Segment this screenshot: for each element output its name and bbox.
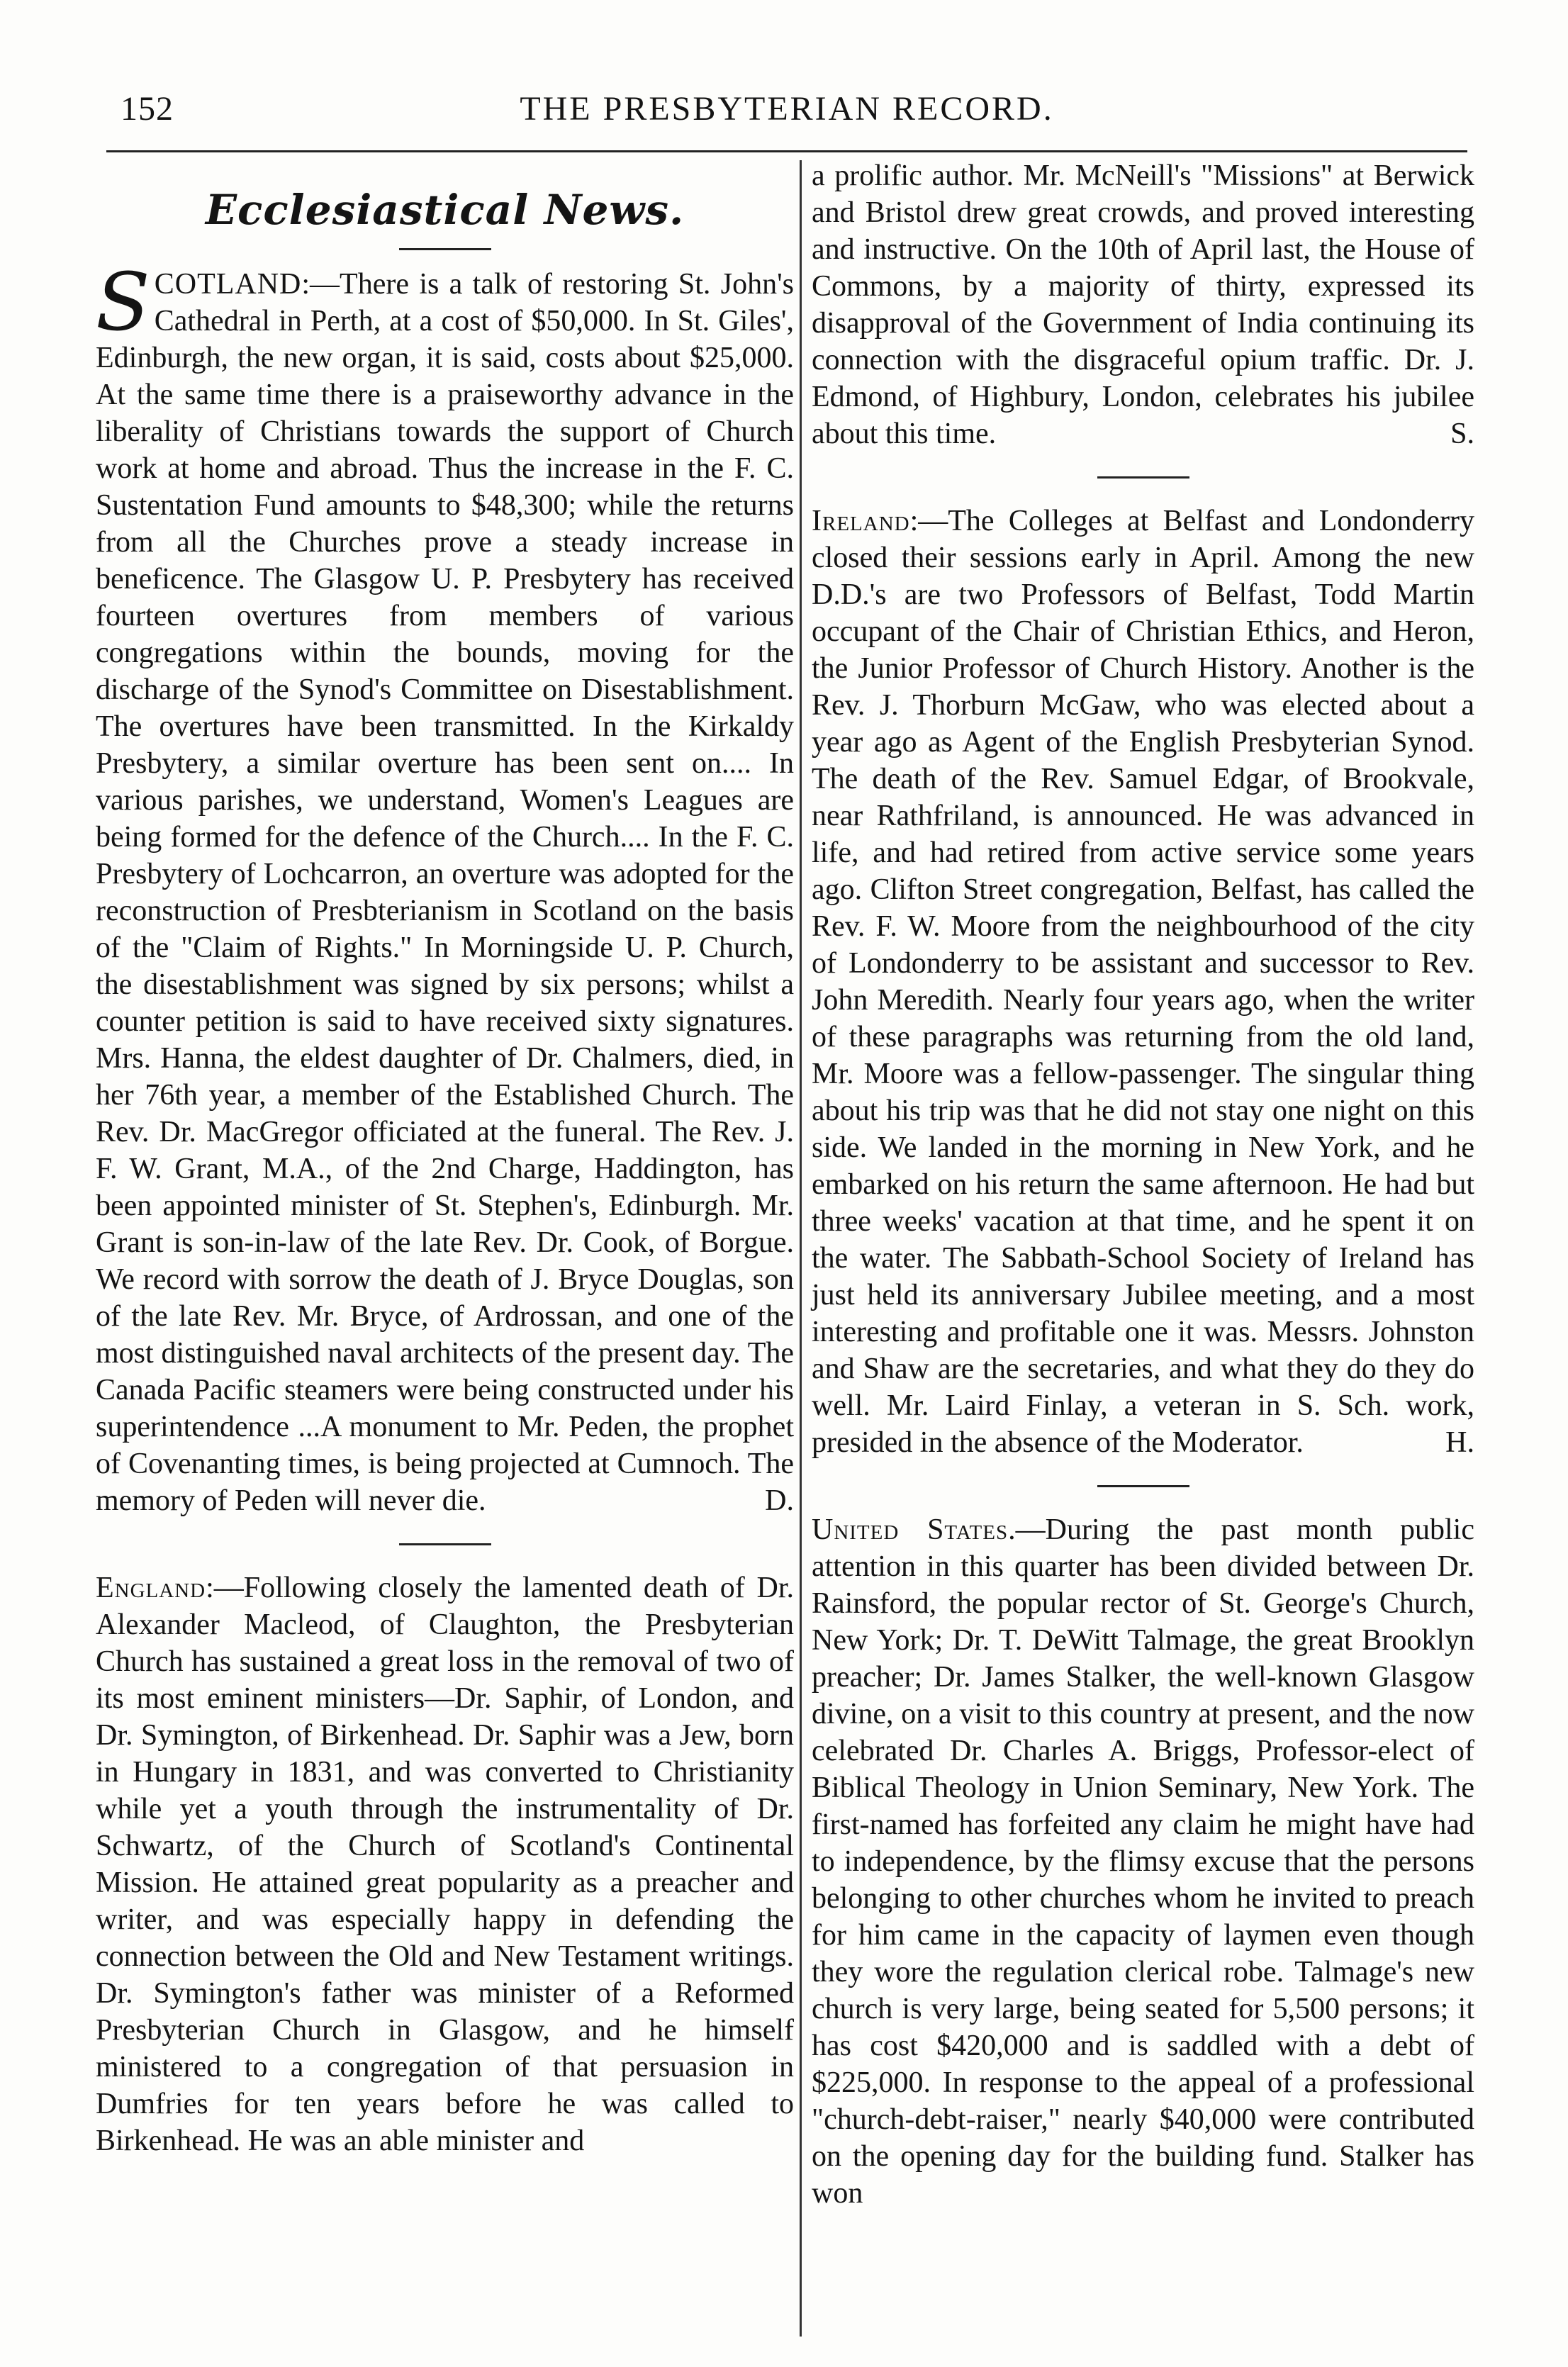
article-body-united-states: .—During the past month public attention in this quarter has been divided between Dr. Rainsford, the popular rector of St. George's Church, New York; Dr. T. DeWitt Talmage, the great Brooklyn preacher; Dr. James Stalker, the well-known Glasgow divine, on a visit to this country at present, and the now celebrated Dr. Charles A. Briggs, Professor-elect of Biblical Theology in Union Seminary, New York. The first-named has forfeited any claim he might have had to independence, by the flimsy excuse that the persons belonging to other churches whom he invited to preach for him came in the capacity of laymen even though they wore the regulation clerical robe. Talmage's new church is very large, being seated for 5,500 persons; it has cost $420,000 and is saddled with a debt of $225,000. In response to the appeal of a professional "church-debt-raiser," nearly $40,000 were contributed on the opening day for the building fund. Stalker has won [812,1513,1474,2210]
article-lead-ireland: Ireland [812,505,910,537]
header-rule [106,150,1467,152]
section-rule [399,1543,491,1545]
article-england-continued [812,157,1474,452]
article-body-ireland: :—The Colleges at Belfast and Londonderry closed their sessions early in April. Among the new D.D.'s are two Professors of Belfast, Todd Martin occupant of the Chair of Christian Ethics, and Heron, the Junior Professor of Church History. Another is the Rev. J. Thorburn McGaw, who was elected about a year ago as Agent of the English Presbyterian Synod. The death of the Rev. Samuel Edgar, of Brookvale, near Rathfriland, is announced. He was advanced in life, and had retired from active service some years ago. Clifton Street congregation, Belfast, has called the Rev. F. W. Moore from the neighbourhood of the city of Londonderry to be assistant and successor to Rev. John Meredith. Nearly four years ago, when the writer of these paragraphs was returning from the old land, Mr. Moore was a fellow-passenger. The singular thing about his trip was that he did not stay one night on this side. We landed in the morning in New York, and he embarked on his return the same afternoon. He had but three weeks' vacation at that time, and he spent it on the water. The Sabbath-School Society of Ireland has just held its anniversary Jubilee meeting, and a most interesting and profitable one it was. Messrs. Johnston and Shaw are the secretaries, and what they do they do well. Mr. Laird Finlay, a veteran in S. Sch. work, presided in the absence of the Moderator. [812,505,1474,1459]
article-scotland [96,257,794,1519]
article-body-scotland: :—There is a talk of restoring St. John's Cathedral in Perth, at a cost of $50,000. In St. Giles', Edinburgh, the new organ, it is said, costs about $25,000. At the same time there is a praiseworthy advance in the liberality of Christians towards the support of Church work at home and abroad. Thus the increase in the F. C. Sustentation Fund amounts to $48,300; while the returns from all the Churches prove a steady increase in beneficence. The Glasgow U. P. Presbytery has received fourteen overtures from members of various congregations within the bounds, moving for the discharge of the Synod's Committee on Disestablishment. The overtures have been transmitted. In the Kirkaldy Presbytery, a similar overture has been sent on.... In various parishes, we understand, Women's Leagues are being formed for the defence of the Church.... In the F. C. Presbytery of Lochcarron, an overture was adopted for the reconstruction of Presbterianism in Scotland on the basis of the "Claim of Rights." In Morningside U. P. Church, the disestablishment was signed by six persons; whilst a counter petition is said to have received sixty signatures. Mrs. Hanna, the eldest daughter of Dr. Chalmers, died, in her 76th year, a member of the Established Church. The Rev. Dr. MacGregor officiated at the funeral. The Rev. J. F. W. Grant, M.A., of the 2nd Charge, Haddington, has been appointed minister of St. Stephen's, Edinburgh. Mr. Grant is son-in-law of the late Rev. Dr. Cook, of Borgue. We record with sorrow the death of J. Bryce Douglas, son of the late Rev. Mr. Bryce, of Ardrossan, and one of the most distinguished naval architects of the present day. The Canada Pacific steamers were being constructed under his superintendence ...A monument to Mr. Peden, the prophet of Covenanting times, is being projected at Cumnoch. The memory of Peden will never die. [96,268,794,1517]
article-lead-scotland: COTLAND [154,268,302,301]
article-lead-united-states: United States [812,1513,1009,1546]
drop-cap: S [96,257,150,349]
article-body-england: :—Following closely the lamented death of Dr. Alexander Macleod, of Claughton, the Presbyterian Church has sustained a great loss in the removal of two of its most eminent ministers—Dr. Saphir, of London, and Dr. Symington, of Birkenhead. Dr. Saphir was a Jew, born in Hungary in 1831, and was converted to Christianity while yet a youth through the instrumentality of Dr. Schwartz, of the Church of Scotland's Continental Mission. He attained great popularity as a preacher and writer, and was especially happy in defending the connection between the Old and New Testament writings. Dr. Symington's father was minister of a Reformed Presbyterian Church in Glasgow, and he himself ministered to a congregation of that persuasion in Dumfries for ten years before he was called to Birkenhead. He was an able minister and [96,1572,794,2157]
right-column [812,157,1474,2212]
section-rule [1097,1485,1189,1487]
article-ireland [812,503,1474,1461]
page-header [106,84,1467,140]
article-united-states [812,1511,1474,2212]
column-divider [800,160,802,2337]
signature-ireland: H. [1445,1426,1474,1459]
running-head: THE PRESBYTERIAN RECORD. [520,90,1054,128]
page-number: 152 [121,90,174,128]
title-rule [399,248,491,250]
signature-scotland: D. [765,1484,794,1517]
section-title: Ecclesiastical News. [205,186,685,234]
left-column [96,157,794,2159]
article-england [96,1569,794,2159]
signature-england: S. [1450,418,1474,450]
article-continuation-england: a prolific author. Mr. McNeill's "Missions" at Berwick and Bristol drew great crowds, and proved interesting and instructive. On the 10th of April last, the House of Commons, by a majority of thirty, expressed its disapproval of the Government of India continuing its connection with the disgraceful opium traffic. Dr. J. Edmond, of Highbury, London, celebrates his jubilee about this time. [812,160,1474,450]
section-rule [1097,476,1189,479]
article-lead-england: England [96,1572,206,1604]
